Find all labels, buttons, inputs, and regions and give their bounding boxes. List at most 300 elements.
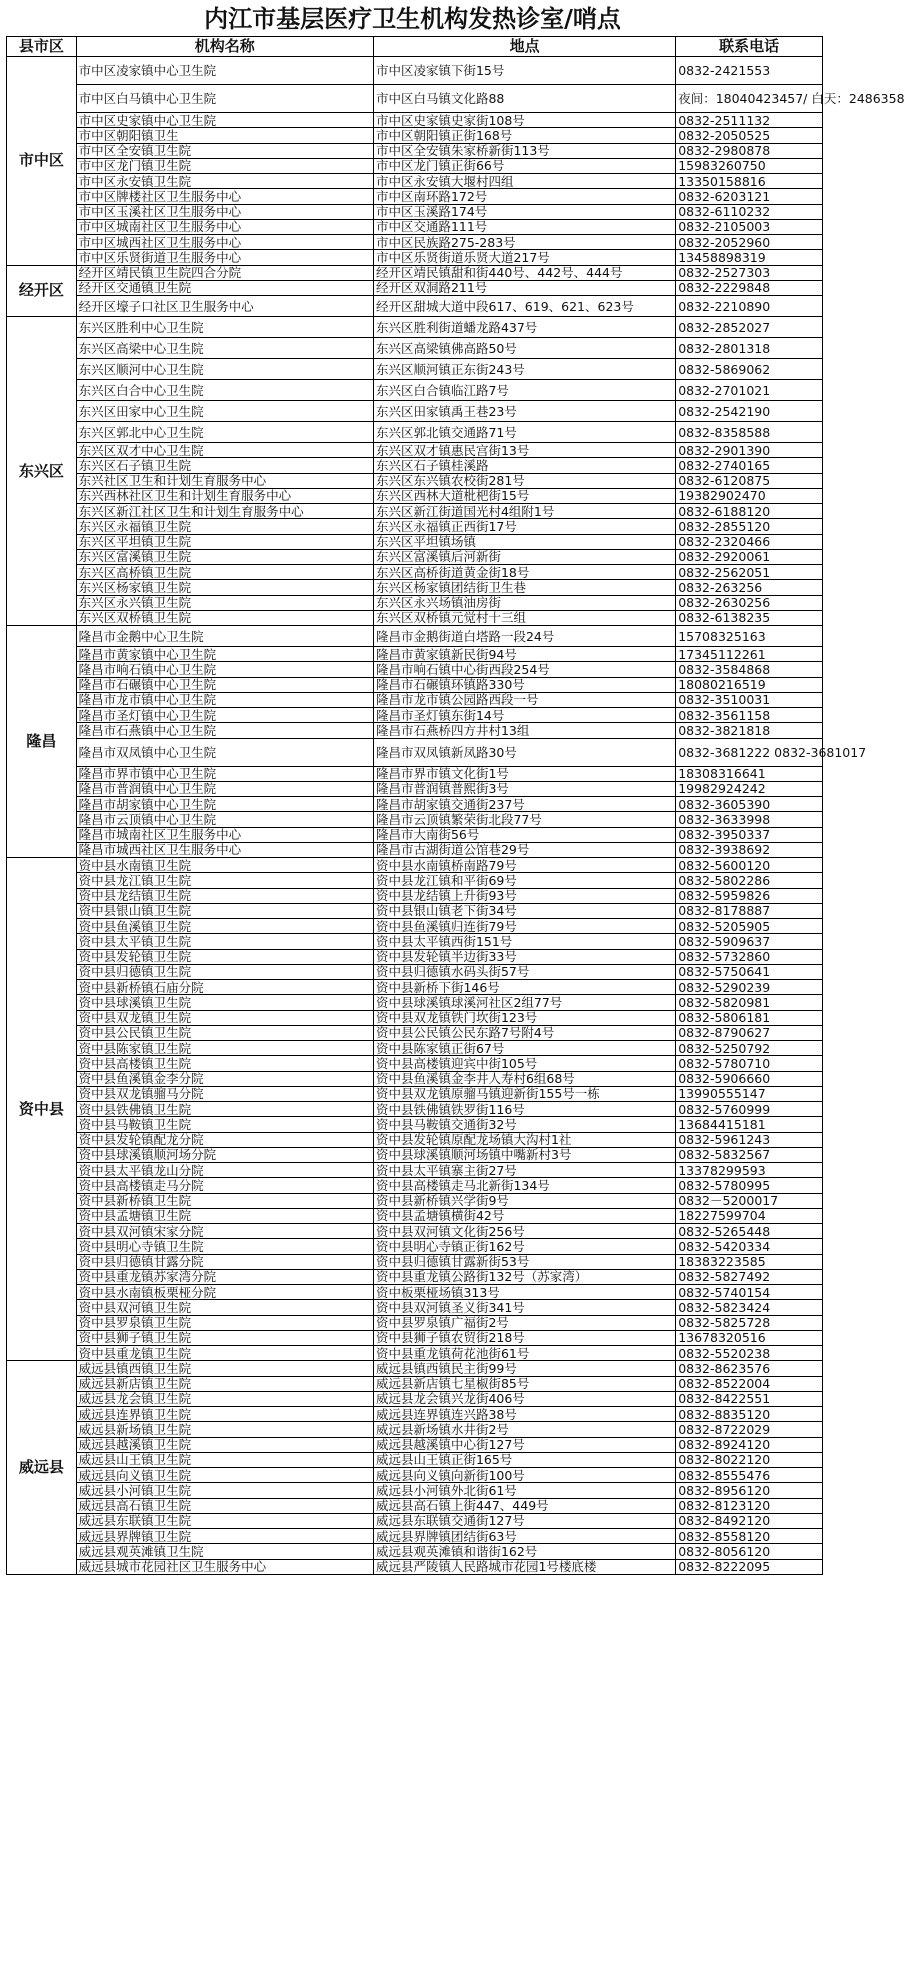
institution-name-cell: 资中县太平镇卫生院 bbox=[76, 934, 373, 949]
phone-cell: 0832-5250792 bbox=[676, 1041, 823, 1056]
institution-name-cell: 隆昌市石燕镇中心卫生院 bbox=[76, 723, 373, 738]
table-row bbox=[7, 1407, 823, 1422]
table-row bbox=[7, 1376, 823, 1391]
institution-name-cell: 隆昌市黄家镇中心卫生院 bbox=[76, 647, 373, 662]
header-county: 县市区 bbox=[7, 37, 77, 57]
institution-name-cell: 资中县球溪镇卫生院 bbox=[76, 995, 373, 1010]
phone-cell: 0832-2630256 bbox=[676, 595, 823, 610]
table-row bbox=[7, 1529, 823, 1544]
institution-name-cell: 资中县明心寺镇卫生院 bbox=[76, 1239, 373, 1254]
table-row bbox=[7, 858, 823, 873]
phone-cell: 0832-5265448 bbox=[676, 1224, 823, 1239]
phone-cell: 0832-2701021 bbox=[676, 380, 823, 401]
institution-name-cell: 资中县马鞍镇卫生院 bbox=[76, 1117, 373, 1132]
address-cell: 资中县水南镇桥南路79号 bbox=[373, 858, 675, 873]
address-cell: 资中县高楼镇走马北新街134号 bbox=[373, 1178, 675, 1193]
phone-cell: 0832-2511132 bbox=[676, 113, 823, 128]
table-row bbox=[7, 565, 823, 580]
table-row bbox=[7, 781, 823, 796]
phone-cell: 0832-8222095 bbox=[676, 1559, 823, 1574]
institution-name-cell: 资中县鱼溪镇金李分院 bbox=[76, 1071, 373, 1086]
county-cell: 经开区 bbox=[7, 265, 77, 317]
address-cell: 东兴区高梁镇佛高路50号 bbox=[373, 338, 675, 359]
address-cell: 东兴区田家镇禹王巷23号 bbox=[373, 401, 675, 422]
institution-name-cell: 资中县双河镇卫生院 bbox=[76, 1300, 373, 1315]
institution-name-cell: 资中县银山镇卫生院 bbox=[76, 903, 373, 918]
institution-name-cell: 市中区玉溪社区卫生服务中心 bbox=[76, 204, 373, 219]
address-cell: 隆昌市胡家镇交通街237号 bbox=[373, 797, 675, 812]
address-cell: 威远县镇西镇民主街99号 bbox=[373, 1361, 675, 1376]
institution-name-cell: 市中区白马镇中心卫生院 bbox=[76, 85, 373, 113]
address-cell: 资中县太平镇西街151号 bbox=[373, 934, 675, 949]
table-row bbox=[7, 595, 823, 610]
institution-name-cell: 威远县东联镇卫生院 bbox=[76, 1513, 373, 1528]
institution-name-cell: 市中区城南社区卫生服务中心 bbox=[76, 219, 373, 234]
address-cell: 资中县龙江镇和平街69号 bbox=[373, 873, 675, 888]
phone-cell: 0832-8056120 bbox=[676, 1544, 823, 1559]
header-address: 地点 bbox=[373, 37, 675, 57]
table-row bbox=[7, 1330, 823, 1345]
institution-name-cell: 隆昌市胡家镇中心卫生院 bbox=[76, 797, 373, 812]
table-row bbox=[7, 1208, 823, 1223]
address-cell: 市中区交通路111号 bbox=[373, 219, 675, 234]
institution-name-cell: 资中县高楼镇走马分院 bbox=[76, 1178, 373, 1193]
table-row bbox=[7, 519, 823, 534]
institution-name-cell: 资中县鱼溪镇卫生院 bbox=[76, 919, 373, 934]
table-row bbox=[7, 235, 823, 250]
table-row bbox=[7, 677, 823, 692]
table-row bbox=[7, 488, 823, 503]
phone-cell: 15708325163 bbox=[676, 626, 823, 647]
institution-name-cell: 资中县铁佛镇卫生院 bbox=[76, 1102, 373, 1117]
address-cell: 隆昌市云顶镇繁荣街北段77号 bbox=[373, 812, 675, 827]
address-cell: 市中区朝阳镇正街168号 bbox=[373, 128, 675, 143]
phone-cell: 0832-5420334 bbox=[676, 1239, 823, 1254]
institution-name-cell: 资中县双龙镇骝马分院 bbox=[76, 1086, 373, 1101]
phone-cell: 18080216519 bbox=[676, 677, 823, 692]
phone-cell: 0832-8358588 bbox=[676, 422, 823, 443]
address-cell: 市中区玉溪路174号 bbox=[373, 204, 675, 219]
table-row bbox=[7, 738, 823, 766]
address-cell: 资中县新桥镇兴学街9号 bbox=[373, 1193, 675, 1208]
table-row bbox=[7, 422, 823, 443]
phone-cell: 0832-2980878 bbox=[676, 143, 823, 158]
institution-name-cell: 东兴区郭北中心卫生院 bbox=[76, 422, 373, 443]
address-cell: 经开区靖民镇甜和街440号、442号、444号 bbox=[373, 265, 675, 280]
address-cell: 威远县新店镇七星椒街85号 bbox=[373, 1376, 675, 1391]
table-row bbox=[7, 1452, 823, 1467]
phone-cell: 13684415181 bbox=[676, 1117, 823, 1132]
institution-name-cell: 威远县向义镇卫生院 bbox=[76, 1468, 373, 1483]
table-row bbox=[7, 1285, 823, 1300]
institution-name-cell: 资中县高楼镇卫生院 bbox=[76, 1056, 373, 1071]
institution-name-cell: 资中县发轮镇卫生院 bbox=[76, 949, 373, 964]
table-row bbox=[7, 842, 823, 857]
address-cell: 隆昌市界市镇文化街1号 bbox=[373, 766, 675, 781]
address-cell: 资中县高楼镇迎宾中街105号 bbox=[373, 1056, 675, 1071]
phone-cell: 0832-5961243 bbox=[676, 1132, 823, 1147]
institution-name-cell: 隆昌市普润镇中心卫生院 bbox=[76, 781, 373, 796]
address-cell: 资中县发轮镇半边街33号 bbox=[373, 949, 675, 964]
institution-name-cell: 市中区朝阳镇卫生 bbox=[76, 128, 373, 143]
phone-cell: 19382902470 bbox=[676, 488, 823, 503]
phone-cell: 13990555147 bbox=[676, 1086, 823, 1101]
table-row bbox=[7, 1132, 823, 1147]
address-cell: 资中县孟塘镇横街42号 bbox=[373, 1208, 675, 1223]
institution-name-cell: 威远县镇西镇卫生院 bbox=[76, 1361, 373, 1376]
table-row bbox=[7, 1437, 823, 1452]
table-row bbox=[7, 949, 823, 964]
address-cell: 东兴区胜利街道蟠龙路437号 bbox=[373, 317, 675, 338]
institution-name-cell: 隆昌市金鹅中心卫生院 bbox=[76, 626, 373, 647]
phone-cell: 0832-2229848 bbox=[676, 280, 823, 295]
table-row bbox=[7, 827, 823, 842]
table-row bbox=[7, 1544, 823, 1559]
table-row bbox=[7, 919, 823, 934]
table-row bbox=[7, 964, 823, 979]
phone-cell: 0832-2421553 bbox=[676, 57, 823, 85]
institution-name-cell: 威远县城市花园社区卫生服务中心 bbox=[76, 1559, 373, 1574]
institution-name-cell: 隆昌市圣灯镇中心卫生院 bbox=[76, 708, 373, 723]
institution-name-cell: 资中县归德镇卫生院 bbox=[76, 964, 373, 979]
address-cell: 威远县向义镇向新街100号 bbox=[373, 1468, 675, 1483]
phone-cell: 0832-5732860 bbox=[676, 949, 823, 964]
institution-name-cell: 资中县公民镇卫生院 bbox=[76, 1025, 373, 1040]
address-cell: 市中区民族路275-283号 bbox=[373, 235, 675, 250]
institution-name-cell: 资中县球溪镇顺河场分院 bbox=[76, 1147, 373, 1162]
institution-name-cell: 威远县观英滩镇卫生院 bbox=[76, 1544, 373, 1559]
table-row bbox=[7, 473, 823, 488]
phone-cell: 0832-5959826 bbox=[676, 888, 823, 903]
table-row bbox=[7, 610, 823, 625]
institution-name-cell: 市中区全安镇卫生院 bbox=[76, 143, 373, 158]
table-row bbox=[7, 1102, 823, 1117]
table-row bbox=[7, 995, 823, 1010]
phone-cell: 0832-2920061 bbox=[676, 549, 823, 564]
address-cell: 东兴区顺河镇正东街243号 bbox=[373, 359, 675, 380]
table-row bbox=[7, 549, 823, 564]
institution-name-cell: 东兴区双桥镇卫生院 bbox=[76, 610, 373, 625]
phone-cell: 0832-2052960 bbox=[676, 235, 823, 250]
clinic-table bbox=[6, 36, 905, 1575]
table-row bbox=[7, 692, 823, 707]
phone-cell: 0832-5827492 bbox=[676, 1269, 823, 1284]
institution-name-cell: 东兴区富溪镇卫生院 bbox=[76, 549, 373, 564]
table-row bbox=[7, 1010, 823, 1025]
address-cell: 资中县马鞍镇交通街32号 bbox=[373, 1117, 675, 1132]
table-row bbox=[7, 265, 823, 280]
phone-cell: 0832-5780710 bbox=[676, 1056, 823, 1071]
phone-cell: 15983260750 bbox=[676, 158, 823, 173]
phone-cell: 0832-2801318 bbox=[676, 338, 823, 359]
phone-cell: 0832-2855120 bbox=[676, 519, 823, 534]
county-cell: 东兴区 bbox=[7, 317, 77, 626]
address-cell: 隆昌市古湖街道公馆巷29号 bbox=[373, 842, 675, 857]
address-cell: 资中县鱼溪镇金李井人寿村6组68号 bbox=[373, 1071, 675, 1086]
phone-cell: 0832-8722029 bbox=[676, 1422, 823, 1437]
table-row bbox=[7, 204, 823, 219]
table-row bbox=[7, 1224, 823, 1239]
address-cell: 东兴区石子镇桂溪路 bbox=[373, 458, 675, 473]
table-row bbox=[7, 317, 823, 338]
institution-name-cell: 隆昌市响石镇中心卫生院 bbox=[76, 662, 373, 677]
institution-name-cell: 资中县重龙镇卫生院 bbox=[76, 1346, 373, 1361]
table-row bbox=[7, 626, 823, 647]
phone-cell: 0832-3510031 bbox=[676, 692, 823, 707]
phone-cell: 0832-5740154 bbox=[676, 1285, 823, 1300]
institution-name-cell: 市中区龙门镇卫生院 bbox=[76, 158, 373, 173]
address-cell: 隆昌市大南街56号 bbox=[373, 827, 675, 842]
table-row bbox=[7, 458, 823, 473]
institution-name-cell: 市中区永安镇卫生院 bbox=[76, 174, 373, 189]
institution-name-cell: 东兴区高桥镇卫生院 bbox=[76, 565, 373, 580]
address-cell: 东兴区双才镇惠民宫街13号 bbox=[373, 443, 675, 458]
institution-name-cell: 东兴区田家中心卫生院 bbox=[76, 401, 373, 422]
table-row bbox=[7, 1315, 823, 1330]
phone-cell: 0832-5205905 bbox=[676, 919, 823, 934]
address-cell: 资中县罗泉镇广福街2号 bbox=[373, 1315, 675, 1330]
phone-cell: 0832-8422551 bbox=[676, 1391, 823, 1406]
address-cell: 东兴区双桥镇元觉村十三组 bbox=[373, 610, 675, 625]
phone-cell: 0832-8555476 bbox=[676, 1468, 823, 1483]
phone-cell: 0832-8123120 bbox=[676, 1498, 823, 1513]
county-cell: 隆昌 bbox=[7, 626, 77, 858]
table-row bbox=[7, 1239, 823, 1254]
table-row bbox=[7, 443, 823, 458]
phone-cell: 13458898319 bbox=[676, 250, 823, 265]
institution-name-cell: 资中县双龙镇卫生院 bbox=[76, 1010, 373, 1025]
address-cell: 威远县越溪镇中心街127号 bbox=[373, 1437, 675, 1452]
phone-cell: 0832-8022120 bbox=[676, 1452, 823, 1467]
phone-cell: 0832-5290239 bbox=[676, 980, 823, 995]
table-row bbox=[7, 296, 823, 317]
institution-name-cell: 威远县高石镇卫生院 bbox=[76, 1498, 373, 1513]
address-cell: 资中县陈家镇正街67号 bbox=[373, 1041, 675, 1056]
institution-name-cell: 威远县界牌镇卫生院 bbox=[76, 1529, 373, 1544]
phone-cell: 0832-3821818 bbox=[676, 723, 823, 738]
institution-name-cell: 隆昌市城南社区卫生服务中心 bbox=[76, 827, 373, 842]
address-cell: 资中县太平镇寨主街27号 bbox=[373, 1163, 675, 1178]
address-cell: 市中区乐贤街道乐贤大道217号 bbox=[373, 250, 675, 265]
phone-cell: 0832-8790627 bbox=[676, 1025, 823, 1040]
phone-cell: 0832-6120875 bbox=[676, 473, 823, 488]
institution-name-cell: 隆昌市界市镇中心卫生院 bbox=[76, 766, 373, 781]
phone-cell: 0832－5200017 bbox=[676, 1193, 823, 1208]
table-row bbox=[7, 158, 823, 173]
phone-cell: 0832-3605390 bbox=[676, 797, 823, 812]
institution-name-cell: 隆昌市龙市镇中心卫生院 bbox=[76, 692, 373, 707]
phone-cell: 0832-5802286 bbox=[676, 873, 823, 888]
table-row bbox=[7, 85, 823, 113]
address-cell: 威远县东联镇交通街127号 bbox=[373, 1513, 675, 1528]
table-row bbox=[7, 1513, 823, 1528]
institution-name-cell: 东兴区白合中心卫生院 bbox=[76, 380, 373, 401]
phone-cell: 0832-8924120 bbox=[676, 1437, 823, 1452]
address-cell: 威远县小河镇外北街61号 bbox=[373, 1483, 675, 1498]
institution-name-cell: 资中县新桥镇石庙分院 bbox=[76, 980, 373, 995]
phone-cell: 0832-5520238 bbox=[676, 1346, 823, 1361]
address-cell: 市中区凌家镇下街15号 bbox=[373, 57, 675, 85]
address-cell: 隆昌市龙市镇公园路西段一号 bbox=[373, 692, 675, 707]
institution-name-cell: 资中县龙江镇卫生院 bbox=[76, 873, 373, 888]
address-cell: 资中县新桥下街146号 bbox=[373, 980, 675, 995]
address-cell: 市中区龙门镇正街66号 bbox=[373, 158, 675, 173]
phone-cell: 13378299593 bbox=[676, 1163, 823, 1178]
table-row bbox=[7, 708, 823, 723]
address-cell: 东兴区郭北镇交通路71号 bbox=[373, 422, 675, 443]
institution-name-cell: 资中县陈家镇卫生院 bbox=[76, 1041, 373, 1056]
institution-name-cell: 市中区牌楼社区卫生服务中心 bbox=[76, 189, 373, 204]
institution-name-cell: 市中区史家镇中心卫生院 bbox=[76, 113, 373, 128]
phone-cell: 0832-3938692 bbox=[676, 842, 823, 857]
institution-name-cell: 资中县罗泉镇卫生院 bbox=[76, 1315, 373, 1330]
address-cell: 东兴区杨家镇团结街卫生巷 bbox=[373, 580, 675, 595]
institution-name-cell: 隆昌市城西社区卫生服务中心 bbox=[76, 842, 373, 857]
address-cell: 东兴区白合镇临江路7号 bbox=[373, 380, 675, 401]
table-row bbox=[7, 980, 823, 995]
address-cell: 资中县重龙镇荷花池街61号 bbox=[373, 1346, 675, 1361]
address-cell: 资中县归德镇甘露新街53号 bbox=[373, 1254, 675, 1269]
address-cell: 资中县银山镇老下街34号 bbox=[373, 903, 675, 918]
institution-name-cell: 资中县归德镇甘露分院 bbox=[76, 1254, 373, 1269]
address-cell: 市中区白马镇文化路88 bbox=[373, 85, 675, 113]
address-cell: 资中县发轮镇原配龙场镇大沟村1社 bbox=[373, 1132, 675, 1147]
header-phone: 联系电话 bbox=[676, 37, 823, 57]
institution-name-cell: 东兴社区卫生和计划生育服务中心 bbox=[76, 473, 373, 488]
address-cell: 经开区甜城大道中段617、619、621、623号 bbox=[373, 296, 675, 317]
table-row bbox=[7, 1391, 823, 1406]
institution-name-cell: 资中县水南镇板栗桠分院 bbox=[76, 1285, 373, 1300]
address-cell: 威远县高石镇上街447、449号 bbox=[373, 1498, 675, 1513]
address-cell: 资中县双龙镇铁门坎街123号 bbox=[373, 1010, 675, 1025]
phone-cell: 0832-8178887 bbox=[676, 903, 823, 918]
institution-name-cell: 资中县水南镇卫生院 bbox=[76, 858, 373, 873]
phone-cell: 17345112261 bbox=[676, 647, 823, 662]
table-row bbox=[7, 1193, 823, 1208]
address-cell: 市中区南环路172号 bbox=[373, 189, 675, 204]
phone-cell: 夜间：18040423457/ 白天：2486358 bbox=[676, 85, 823, 113]
institution-name-cell: 隆昌市石碾镇中心卫生院 bbox=[76, 677, 373, 692]
address-cell: 市中区永安镇大堰村四组 bbox=[373, 174, 675, 189]
address-cell: 资中县归德镇水码头街57号 bbox=[373, 964, 675, 979]
institution-name-cell: 资中县新桥镇卫生院 bbox=[76, 1193, 373, 1208]
table-row bbox=[7, 1269, 823, 1284]
table-row bbox=[7, 812, 823, 827]
phone-cell: 0832-2542190 bbox=[676, 401, 823, 422]
phone-cell: 0832-5780995 bbox=[676, 1178, 823, 1193]
table-row bbox=[7, 359, 823, 380]
table-row bbox=[7, 504, 823, 519]
address-cell: 隆昌市石碾镇环镇路330号 bbox=[373, 677, 675, 692]
table-row bbox=[7, 1056, 823, 1071]
phone-cell: 0832-2852027 bbox=[676, 317, 823, 338]
phone-cell: 13678320516 bbox=[676, 1330, 823, 1345]
institution-name-cell: 资中县双河镇宋家分院 bbox=[76, 1224, 373, 1239]
institution-name-cell: 东兴区新江社区卫生和计划生育服务中心 bbox=[76, 504, 373, 519]
address-cell: 资中县双龙镇原骝马镇迎新街155号一栋 bbox=[373, 1086, 675, 1101]
phone-cell: 0832-3561158 bbox=[676, 708, 823, 723]
table-header-row bbox=[7, 37, 823, 57]
table-row bbox=[7, 189, 823, 204]
institution-name-cell: 资中县太平镇龙山分院 bbox=[76, 1163, 373, 1178]
institution-name-cell: 东兴区平坦镇卫生院 bbox=[76, 534, 373, 549]
address-cell: 资中板栗桠场镇313号 bbox=[373, 1285, 675, 1300]
institution-name-cell: 威远县新场镇卫生院 bbox=[76, 1422, 373, 1437]
address-cell: 威远县界牌镇团结街63号 bbox=[373, 1529, 675, 1544]
address-cell: 威远县山王镇正街165号 bbox=[373, 1452, 675, 1467]
phone-cell: 0832-2050525 bbox=[676, 128, 823, 143]
address-cell: 资中县龙结镇上升街93号 bbox=[373, 888, 675, 903]
table-row bbox=[7, 1422, 823, 1437]
table-row bbox=[7, 1559, 823, 1574]
phone-cell: 0832-5823424 bbox=[676, 1300, 823, 1315]
phone-cell: 13350158816 bbox=[676, 174, 823, 189]
phone-cell: 0832-8623576 bbox=[676, 1361, 823, 1376]
phone-cell: 18227599704 bbox=[676, 1208, 823, 1223]
institution-name-cell: 东兴西林社区卫生和计划生育服务中心 bbox=[76, 488, 373, 503]
institution-name-cell: 经开区交通镇卫生院 bbox=[76, 280, 373, 295]
phone-cell: 0832-5760999 bbox=[676, 1102, 823, 1117]
phone-cell: 0832-6188120 bbox=[676, 504, 823, 519]
table-row bbox=[7, 1041, 823, 1056]
institution-name-cell: 资中县孟塘镇卫生院 bbox=[76, 1208, 373, 1223]
institution-name-cell: 隆昌市双凤镇中心卫生院 bbox=[76, 738, 373, 766]
address-cell: 威远县龙会镇兴龙街406号 bbox=[373, 1391, 675, 1406]
header-name: 机构名称 bbox=[76, 37, 373, 57]
phone-cell: 0832-2320466 bbox=[676, 534, 823, 549]
phone-cell: 0832-5750641 bbox=[676, 964, 823, 979]
table-row bbox=[7, 766, 823, 781]
address-cell: 资中县公民镇公民东路7号附4号 bbox=[373, 1025, 675, 1040]
table-row bbox=[7, 1468, 823, 1483]
address-cell: 东兴区富溪镇后河新街 bbox=[373, 549, 675, 564]
institution-name-cell: 市中区乐贤街道卫生服务中心 bbox=[76, 250, 373, 265]
table-row bbox=[7, 380, 823, 401]
phone-cell: 0832-3681222 0832-3681017 bbox=[676, 738, 823, 766]
table-row bbox=[7, 873, 823, 888]
phone-cell: 0832-6203121 bbox=[676, 189, 823, 204]
institution-name-cell: 东兴区杨家镇卫生院 bbox=[76, 580, 373, 595]
institution-name-cell: 资中县重龙镇苏家湾分院 bbox=[76, 1269, 373, 1284]
table-row bbox=[7, 534, 823, 549]
phone-cell: 0832-5600120 bbox=[676, 858, 823, 873]
address-cell: 威远县新场镇水井街2号 bbox=[373, 1422, 675, 1437]
county-cell: 资中县 bbox=[7, 858, 77, 1361]
table-row bbox=[7, 219, 823, 234]
table-row bbox=[7, 113, 823, 128]
address-cell: 威远县严陵镇人民路城市花园1号楼底楼 bbox=[373, 1559, 675, 1574]
phone-cell: 0832-3584868 bbox=[676, 662, 823, 677]
phone-cell: 0832-5832567 bbox=[676, 1147, 823, 1162]
phone-cell: 0832-8956120 bbox=[676, 1483, 823, 1498]
table-row bbox=[7, 250, 823, 265]
phone-cell: 0832-5820981 bbox=[676, 995, 823, 1010]
institution-name-cell: 东兴区永福镇卫生院 bbox=[76, 519, 373, 534]
institution-name-cell: 市中区城西社区卫生服务中心 bbox=[76, 235, 373, 250]
address-cell: 资中县球溪镇顺河场镇中嘴新村3号 bbox=[373, 1147, 675, 1162]
table-row bbox=[7, 934, 823, 949]
table-row bbox=[7, 338, 823, 359]
institution-name-cell: 东兴区胜利中心卫生院 bbox=[76, 317, 373, 338]
table-row bbox=[7, 57, 823, 85]
address-cell: 东兴区新江街道国光村4组附1号 bbox=[373, 504, 675, 519]
address-cell: 资中县狮子镇农贸街218号 bbox=[373, 1330, 675, 1345]
institution-name-cell: 东兴区石子镇卫生院 bbox=[76, 458, 373, 473]
table-row bbox=[7, 647, 823, 662]
institution-name-cell: 东兴区顺河中心卫生院 bbox=[76, 359, 373, 380]
phone-cell: 0832-2210890 bbox=[676, 296, 823, 317]
phone-cell: 0832-2901390 bbox=[676, 443, 823, 458]
